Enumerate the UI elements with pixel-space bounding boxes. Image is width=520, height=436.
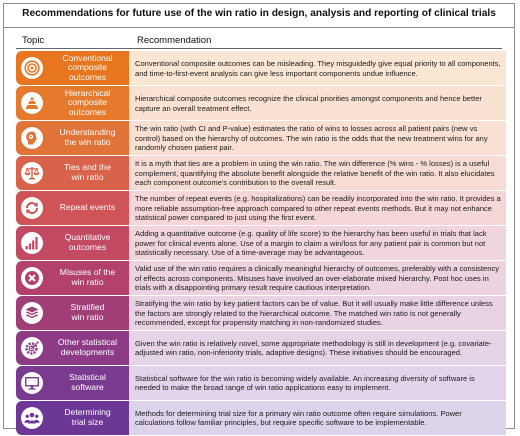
recommendation-text: It is a myth that ties are a problem in using the win ratio. The win difference (% wins - % losses) is a useful complement, quantifying the absolute benefit alongside the relative benefit of the win ratio. It also elucidates each component outcome's contribution to the overall result. [135,159,495,188]
recommendation-cell [129,51,506,85]
pyramid-icon [21,92,43,114]
topic-cell [16,156,129,190]
recommendation-text: Statistical software for the win ratio is becoming widely available. An increasing diversity of software is needed to make the broad range of win ratio applications easy to implement. [135,373,475,393]
recommendation-text: Conventional composite outcomes can be misleading. They misguidedly give equal priority to all components, and time-to-first-event analysis can give less important components undue influence. [135,59,501,78]
recommendation-text: Hierarchical composite outcomes recognize the clinical priorities amongst components and hence better capture an overall treatment effect. [135,93,482,113]
topic-label: Statistical software [69,372,106,392]
topic-label: Understanding the win ratio [59,127,116,148]
people-group-icon [21,407,43,429]
topic-label: Stratified win ratio [70,302,105,322]
recommendation-text: The number of repeat events (e.g. hospitalizations) can be readily incorporated into the win ratio. It provides a more reliable assumption-free approach compared to other repeat events methods. But it may not enhance statistical power compared to just using the first event. [135,194,501,223]
recommendation-text: Stratifying the win ratio by key patient factors can be of value. But it will usually make little difference unless the factors are strongly related to the hierarchical outcome. The matched win ratio is not generally recommended, except for propensity matching in non-randomized studies. [135,299,493,328]
topic-cell [16,366,129,400]
recommendation-text: Methods for determining trial size for a primary win ratio outcome often require simulations. Power calculations follow familiar principles, but require specific software to be implementable. [135,408,462,428]
table-row-understanding-the-win-ratio [16,121,506,155]
topic-cell [16,226,129,260]
layers-icon [21,302,43,324]
recommendation-cell [129,121,506,155]
topic-cell [16,51,129,85]
table-row-ties-and-the-win-ratio [16,156,506,190]
page-title: Recommendations for future use of the win ratio in design, analysis and reporting of clinical trials [22,8,496,19]
topic-label: Repeat events [59,202,116,213]
recommendation-text: Adding a quantitative outcome (e.g. quality of life score) to the hierarchy has been useful in trials that lack power for clinical events alone. Use of a margin to claim a win/loss for any patient pair is common but not statistically necessary. Use of a time-average may be advantageous. [135,229,487,258]
topic-cell [16,121,129,155]
recommendation-text: The win ratio (with CI and P-value) estimates the ratio of wins to losses across all patient pairs (new vs control) based on the hierarchy of outcomes. The win ratio is the odds that the new treatment wins for any randomly chosen patient pair. [135,124,488,153]
recommendation-cell [129,331,506,365]
table-row-misuses-of-the-win-ratio [16,261,506,295]
concentric-circles-icon [21,57,43,79]
topic-cell [16,296,129,330]
recommendation-text: Given the win ratio is relatively novel, some appropriate methodology is still in development (e.g. covariate-adjusted win ratio, non-inferiority trials, adaptive designs). These initiatives should be encouraged. [135,338,492,358]
bar-chart-icon [21,232,43,254]
header-divider [16,48,502,49]
table-row-determining-trial-size [16,401,506,435]
x-circle-icon [21,267,43,289]
topic-cell [16,401,129,435]
table-row-quantitative-outcomes [16,226,506,260]
topic-label: Hierarchical composite outcomes [64,87,111,117]
topic-cell [16,191,129,225]
topic-cell [16,261,129,295]
table-row-conventional-composite-outcomes [16,51,506,85]
recommendation-cell [129,156,506,190]
recommendation-cell [129,226,506,260]
table-row-other-statistical-developments [16,331,506,365]
recommendations-table [3,3,515,429]
topic-label: Ties and the win ratio [64,162,111,183]
table-row-stratified-win-ratio [16,296,506,330]
recommendation-cell [129,366,506,400]
recommendation-cell [129,261,506,295]
topic-column-header: Topic [22,35,45,46]
title-divider [4,27,514,28]
head-gears-icon [21,127,43,149]
table-body [16,51,506,436]
repeat-arrows-icon [21,197,43,219]
recommendation-column-header: Recommendation [137,35,212,46]
recommendation-cell [129,191,506,225]
recommendation-cell [129,296,506,330]
table-row-hierarchical-composite-outcomes [16,86,506,120]
table-row-statistical-software [16,366,506,400]
balance-scale-icon [21,162,43,184]
topic-label: Determining trial size [64,407,111,427]
topic-label: Conventional composite outcomes [62,52,113,82]
table-row-repeat-events [16,191,506,225]
topic-label: Quantitative outcomes [64,232,111,253]
topic-cell [16,86,129,120]
gear-target-icon [21,337,43,359]
recommendation-cell [129,86,506,120]
recommendation-cell [129,401,506,435]
topic-cell [16,331,129,365]
recommendation-text: Valid use of the win ratio requires a clinically meaningful hierarchy of outcomes, preferably with a consistency of effects across components. Misuses have involved an over-elaborate mixed hierarchy. Post hoc uses in trials with a disappointing primary result require cautious interpretation. [135,264,499,293]
monitor-icon [21,372,43,394]
topic-label: Other statistical developments [57,337,118,357]
topic-label: Misuses of the win ratio [59,267,116,287]
